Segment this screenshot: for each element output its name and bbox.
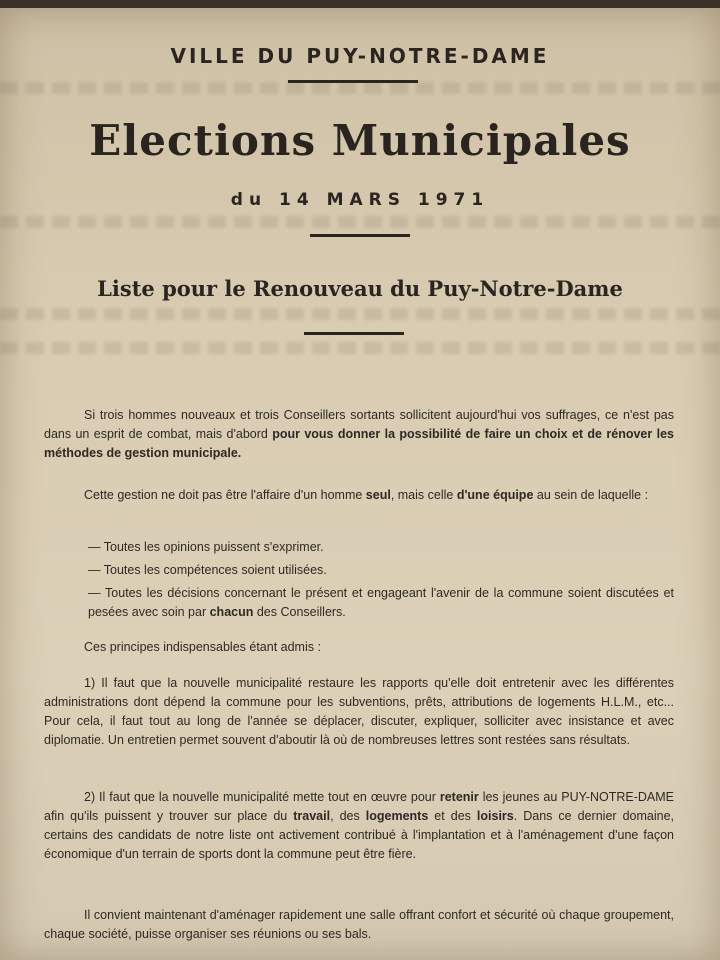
bleed-through-texture (0, 342, 720, 354)
divider-rule (288, 80, 418, 83)
point-1-text: 1) Il faut que la nouvelle municipalité restaure les rapports qu'elle doit entretenir avec les différentes administrations dont dépend la commune pour les subventions, prêts, attributions de logements H.L.M., etc... Pour cela, il faut tout au long de l'année se déplacer, discuter, expliquer, solliciter avec insistance et avec diplomatie. Un entretien permet souvent d'aboutir là où de nombreuses lettres sont restées sans résultats. (44, 676, 674, 747)
point-2-emphasis: loisirs (476, 809, 514, 823)
election-title: Elections Municipales (89, 116, 631, 165)
team-text: Cette gestion ne doit pas être l'affaire d'un homme (84, 488, 366, 502)
leaflet-page (0, 8, 720, 960)
divider-rule (310, 234, 410, 237)
paragraph-team (44, 486, 674, 505)
point-2-text: . Dans ce dernier domaine, certains des candidats de notre liste ont activement contribué à l'implantation et à l'aménagement d'une façon économique d'un terrain de sports dont la commune peut être fière. (44, 809, 675, 861)
principles-text: Ces principes indispensables étant admis : (84, 640, 321, 654)
bleed-through-texture (0, 82, 720, 94)
paragraph-principles (44, 638, 674, 657)
paragraph-point-2 (44, 788, 674, 864)
paragraph-intro (44, 406, 674, 463)
team-emphasis-alone: seul (365, 488, 391, 502)
principles-list (44, 538, 674, 622)
paragraph-point-1 (44, 674, 674, 750)
list-name: Liste pour le Renouveau du Puy-Notre-Dame (97, 276, 623, 301)
list-item: — Toutes les opinions puissent s'exprimer. (88, 540, 324, 554)
list-item: — Toutes les compétences soient utilisées. (88, 563, 327, 577)
item-text: des Conseillers. (253, 605, 346, 619)
election-date: du 14 MARS 1971 (230, 190, 490, 210)
point-2-emphasis: logements (365, 809, 429, 823)
bleed-through-texture (0, 216, 720, 228)
divider-rule (304, 332, 404, 335)
point-2-text: , des (330, 809, 366, 823)
item-emphasis: chacun (209, 605, 254, 619)
hall-text: Il convient maintenant d'aménager rapidement une salle offrant confort et sécurité où chaque groupement, chaque société, puisse organiser ses réunions ou ses bals. (44, 908, 674, 941)
team-text: , mais celle (390, 488, 457, 502)
intro-text: Si trois hommes nouveaux et trois Conseillers sortants sollicitent aujourd'hui vos suffrages, ce n'est pas dans un esprit de combat, mais d'abord (44, 408, 674, 441)
point-2-text: les jeunes au PUY-NOTRE-DAME afin qu'ils puissent y trouver sur place du (44, 790, 674, 823)
town-heading: VILLE DU PUY-NOTRE-DAME (170, 44, 550, 68)
paragraph-hall (44, 906, 674, 944)
team-text: au sein de laquelle : (533, 488, 649, 502)
intro-emphasis: pour vous donner la possibilité de faire un choix et de rénover les méthodes de gestion municipale. (44, 427, 674, 460)
point-2-emphasis: travail (293, 809, 331, 823)
point-2-text: 2) Il faut que la nouvelle municipalité mette tout en œuvre pour (84, 790, 440, 804)
point-2-emphasis: retenir (439, 790, 479, 804)
bleed-through-texture (0, 308, 720, 320)
team-emphasis-team: d'une équipe (456, 488, 534, 502)
list-item (44, 584, 674, 622)
item-text: — Toutes les décisions concernant le présent et engageant l'avenir de la commune soient discutées et pesées avec soin par (88, 586, 674, 619)
point-2-text: et des (428, 809, 477, 823)
